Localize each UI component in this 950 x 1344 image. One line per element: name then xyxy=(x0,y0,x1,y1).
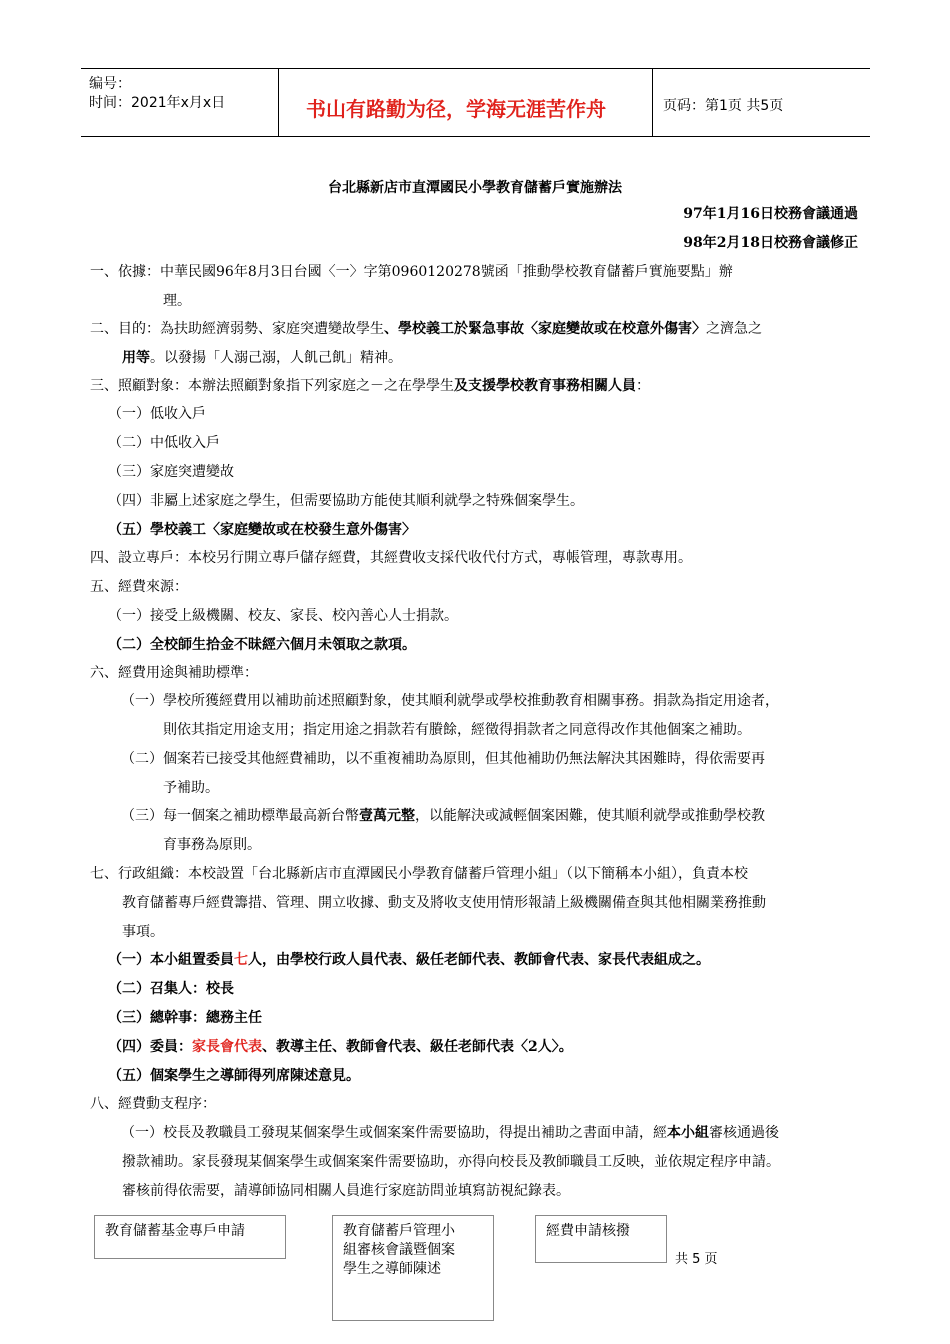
flow-box-review-line-3: 學生之導師陳述 xyxy=(343,1261,441,1277)
section-7-item-2: （二）召集人：校長 xyxy=(108,981,234,997)
section-5-item-2: （二）全校師生拾金不昧經六個月未領取之款項。 xyxy=(108,637,416,653)
section-7-item-4-text: （四）委員： xyxy=(108,1039,192,1055)
section-5-item-1: （一）接受上級機關、校友、家長、校內善心人士捐款。 xyxy=(108,608,458,624)
section-8-line-1-text: （一）校長及教職員工發現某個案學生或個案案件需要協助，得提出補助之書面申請，經 xyxy=(121,1125,667,1141)
section-3-item-3: （三）家庭突遭變故 xyxy=(108,464,234,480)
section-7-line-1: 七、行政組織：本校設置「台北縣新店市直潭國民小學教育儲蓄戶管理小組」（以下簡稱本小組），負責本校 xyxy=(90,866,748,882)
section-6-item-3-line-2: 育事務為原則。 xyxy=(163,837,261,853)
section-2-bold-text: 、學校義工於緊急事故〈家庭變故或在校意外傷害〉 xyxy=(384,321,706,337)
doc-date-label: 时间：2021年x月x日 xyxy=(89,95,226,111)
page-footer: 共 5 页 xyxy=(675,1252,718,1267)
section-3-colon: ： xyxy=(636,378,650,394)
section-7-item-3: （三）總幹事：總務主任 xyxy=(108,1010,262,1026)
header-motto-cell xyxy=(278,69,653,136)
section-7-item-4-text-end: 、教導主任、教師會代表、級任老師代表〈2人〉。 xyxy=(262,1039,573,1055)
section-8-line-2: 撥款補助。家長發現某個案學生或個案案件需要協助，亦得向校長及教師職員工反映，並依規定程序申請。 xyxy=(122,1154,780,1170)
section-3-heading xyxy=(90,376,650,396)
section-6-amount: 壹萬元整 xyxy=(359,808,415,824)
section-6-item-3-text-end: ，以能解決或減輕個案困難，使其順利就學或推動學校教 xyxy=(415,808,765,824)
flow-box-review xyxy=(332,1215,494,1321)
section-2-bold-use: 用等 xyxy=(122,350,150,366)
header-meta-cell xyxy=(81,69,279,136)
section-3-item-1: （一）低收入戶 xyxy=(108,406,206,422)
section-5-heading: 五、經費來源： xyxy=(90,579,188,595)
section-6-item-3-line-1 xyxy=(121,806,765,826)
header-page-cell xyxy=(653,69,870,136)
section-1-line-1: 一、依據：中華民國96年8月3日台國〈一〉字第0960120278號函「推動學校教育儲蓄戶實施要點」辦 xyxy=(90,264,733,280)
committee-count: 七 xyxy=(234,952,248,968)
section-8-line-1-text-end: 審核通過後 xyxy=(709,1125,779,1141)
section-3-bold-text: 及支援學校教育事務相關人員 xyxy=(454,378,636,394)
section-8-line-3: 審核前得依需要，請導師協同相關人員進行家庭訪問並填寫訪視紀錄表。 xyxy=(122,1183,570,1199)
section-3-item-4: （四）非屬上述家庭之學生，但需要協助方能使其順利就學之特殊個案學生。 xyxy=(108,493,584,509)
doc-number-label: 编号： xyxy=(89,76,131,92)
section-8-committee: 本小組 xyxy=(667,1125,709,1141)
flow-box-disburse-label: 經費申請核撥 xyxy=(546,1223,630,1239)
section-2-line-2 xyxy=(122,348,402,368)
approval-date-1: 97年1月16日校務會議通過 xyxy=(683,206,858,222)
section-6-item-2-line-1: （二）個案若已接受其他經費補助，以不重複補助為原則，但其他補助仍無法解決其困難時，得依需要再 xyxy=(121,751,765,767)
section-7-line-3: 事項。 xyxy=(122,924,164,940)
flow-box-review-line-2: 組審核會議暨個案 xyxy=(343,1242,455,1258)
section-4-line: 四、設立專戶：本校另行開立專戶儲存經費，其經費收支採代收代付方式，專帳管理，專款專用。 xyxy=(90,550,692,566)
flow-box-apply xyxy=(94,1215,286,1259)
section-6-item-1-line-1: （一）學校所獲經費用以補助前述照顧對象，使其順利就學或學校推動教育相關事務。捐款為指定用途者， xyxy=(121,693,779,709)
page-header xyxy=(81,68,870,137)
page-number-label: 页码：第1页 共5页 xyxy=(663,98,784,114)
header-motto: 书山有路勤为径，学海无涯苦作舟 xyxy=(306,97,606,121)
section-2-line-1 xyxy=(90,319,762,339)
section-3-item-5: （五）學校義工〈家庭變故或在校發生意外傷害〉 xyxy=(108,522,416,538)
document-title: 台北縣新店市直潭國民小學教育儲蓄戶實施辦法 xyxy=(328,180,622,196)
approval-date-2: 98年2月18日校務會議修正 xyxy=(683,235,858,251)
section-2-text-end: 之濟急之 xyxy=(706,321,762,337)
section-3-item-2: （二）中低收入戶 xyxy=(108,435,220,451)
section-7-item-5: （五）個案學生之導師得列席陳述意見。 xyxy=(108,1068,360,1084)
section-6-item-3-text: （三）每一個案之補助標準最高新台幣 xyxy=(121,808,359,824)
flow-box-review-line-1: 教育儲蓄戶管理小 xyxy=(343,1223,455,1239)
section-7-item-1-text: （一）本小組置委員 xyxy=(108,952,234,968)
section-1-line-2: 理。 xyxy=(163,293,191,309)
flow-box-disburse xyxy=(535,1215,667,1263)
section-2-spirit-text: 。以發揚「人溺己溺，人飢己飢」精神。 xyxy=(150,350,402,366)
section-6-item-1-line-2: 則依其指定用途支用；指定用途之捐款若有賸餘，經徵得捐款者之同意得改作其他個案之補助。 xyxy=(163,722,751,738)
section-7-item-4 xyxy=(108,1037,573,1057)
section-8-heading: 八、經費動支程序： xyxy=(90,1096,216,1112)
flow-box-apply-label: 教育儲蓄基金專戶申請 xyxy=(105,1223,245,1239)
parent-rep-highlight: 家長會代表 xyxy=(192,1039,262,1055)
section-2-text: 二、目的：為扶助經濟弱勢、家庭突遭變故學生 xyxy=(90,321,384,337)
section-3-text: 三、照顧對象：本辦法照顧對象指下列家庭之－之在學學生 xyxy=(90,378,454,394)
section-7-item-1-text-end: 人，由學校行政人員代表、級任老師代表、教師會代表、家長代表組成之。 xyxy=(248,952,710,968)
section-8-line-1 xyxy=(121,1123,779,1143)
section-6-item-2-line-2: 予補助。 xyxy=(163,780,219,796)
section-7-line-2: 教育儲蓄專戶經費籌措、管理、開立收據、動支及將收支使用情形報請上級機關備查與其他相關業務推動 xyxy=(122,895,766,911)
section-7-item-1 xyxy=(108,950,710,970)
section-6-heading: 六、經費用途與補助標準： xyxy=(90,665,258,681)
